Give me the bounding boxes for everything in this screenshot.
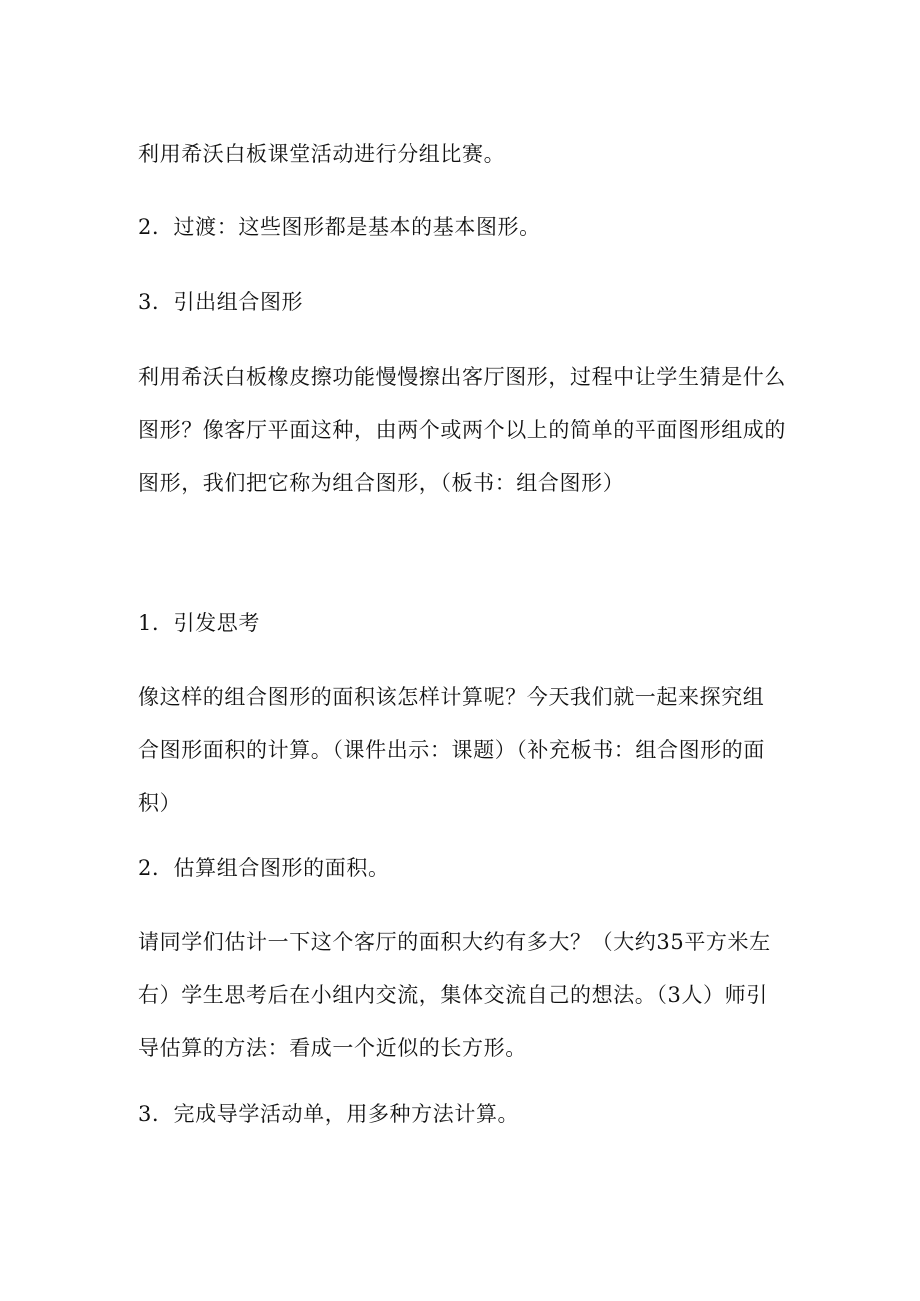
paragraph-group-competition [138,128,788,181]
paragraph-prompt-thinking [138,597,788,650]
paragraph-area-question [138,671,788,830]
text-line: 合图形面积的计算。（课件出示：课题）（补充板书：组合图形的面 [138,738,765,762]
text-line: 3．完成导学活动单，用多种方法计算。 [138,1102,520,1126]
text-line: 右）学生思考后在小组内交流，集体交流自己的想法。（3人）师引 [138,983,768,1007]
text-line: 2．估算组合图形的面积。 [138,856,390,880]
text-line: 图形？像客厅平面这种，由两个或两个以上的简单的平面图形组成的 [138,418,786,442]
text-line: 请同学们估计一下这个客厅的面积大约有多大？（大约35平方米左 [138,930,771,954]
paragraph-complete-worksheet [138,1088,788,1141]
text-line: 利用希沃白板橡皮擦功能慢慢擦出客厅图形，过程中让学生猜是什么 [138,365,786,389]
paragraph-transition [138,201,788,254]
paragraph-estimate-area [138,842,788,895]
text-line: 2．过渡：这些图形都是基本的基本图形。 [138,215,541,239]
text-line: 1．引发思考 [138,611,260,635]
text-line: 积） [138,791,182,815]
text-line: 像这样的组合图形的面积该怎样计算呢？今天我们就一起来探究组 [138,685,765,709]
text-line: 导估算的方法：看成一个近似的长方形。 [138,1036,527,1060]
paragraph-eraser-activity [138,351,788,510]
paragraph-introduce-combined-shapes [138,276,788,329]
text-line: 图形，我们把它称为组合图形，（板书：组合图形） [138,471,625,495]
text-line: 3．引出组合图形 [138,290,304,314]
text-line: 利用希沃白板课堂活动进行分组比赛。 [138,142,506,166]
paragraph-estimate-living-room [138,916,788,1075]
